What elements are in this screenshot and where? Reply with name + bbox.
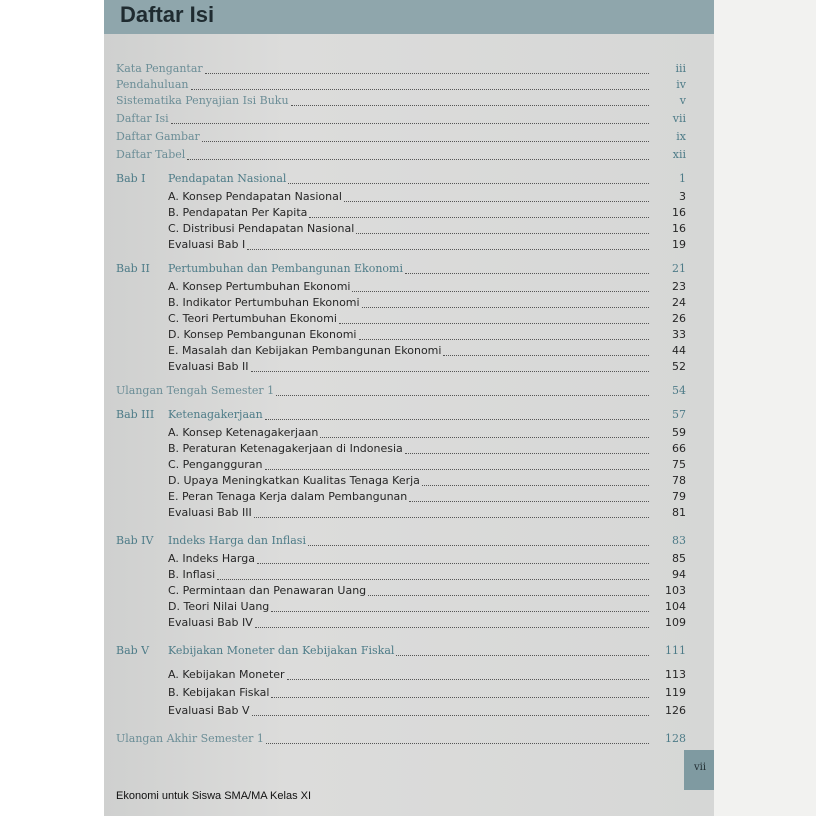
footer-text: Ekonomi untuk Siswa SMA/MA Kelas XI: [116, 790, 312, 802]
toc-dot-leader: [276, 393, 649, 396]
toc-page-number: 75: [672, 458, 686, 471]
toc-section: [168, 568, 686, 582]
toc-page-number: 81: [672, 506, 686, 519]
toc-page-number: 52: [672, 360, 686, 373]
toc-section: [168, 442, 686, 456]
toc-chapter: [116, 262, 686, 276]
toc-page-number: v: [679, 94, 686, 107]
toc-page-number: 24: [672, 296, 686, 309]
toc-section: [168, 490, 686, 504]
toc-page-number: 21: [672, 262, 686, 275]
toc-entry-label: D. Upaya Meningkatkan Kualitas Tenaga Kerja: [168, 474, 420, 487]
toc-chapter-number: Bab II: [116, 262, 150, 275]
toc-entry-label: E. Masalah dan Kebijakan Pembangunan Ekonomi: [168, 344, 442, 357]
toc-chapter: [116, 534, 686, 548]
toc-dot-leader: [443, 353, 649, 356]
toc-dot-leader: [405, 271, 649, 274]
toc-chapter: [116, 644, 686, 658]
toc-page-number: 79: [672, 490, 686, 503]
toc-entry: [116, 148, 686, 162]
toc-page-number: 59: [672, 426, 686, 439]
toc-entry-label: A. Kebijakan Moneter: [168, 668, 285, 681]
toc-dot-leader: [252, 713, 649, 716]
toc-section: [168, 206, 686, 220]
toc-dot-leader: [187, 157, 649, 160]
toc-entry: [116, 112, 686, 126]
toc-page-number: 103: [665, 584, 686, 597]
toc-entry-label: Daftar Isi: [116, 112, 169, 125]
toc-entry-label: Ketenagakerjaan: [168, 408, 263, 421]
toc-page-number: 44: [672, 344, 686, 357]
toc-entry: [116, 94, 686, 108]
toc-entry-label: Evaluasi Bab I: [168, 238, 246, 251]
toc-entry-label: B. Pendapatan Per Kapita: [168, 206, 308, 219]
toc-dot-leader: [344, 199, 649, 202]
toc-entry: [116, 130, 686, 144]
toc-entry: [116, 732, 686, 746]
toc-section: [168, 600, 686, 614]
toc-dot-leader: [309, 215, 649, 218]
page-number: vii: [694, 762, 707, 773]
toc-page-number: 19: [672, 238, 686, 251]
toc-entry-label: D. Teori Nilai Uang: [168, 600, 270, 613]
toc-section: [168, 280, 686, 294]
toc-chapter-number: Bab I: [116, 172, 146, 185]
toc-dot-leader: [255, 625, 649, 628]
toc-entry-label: C. Permintaan dan Penawaran Uang: [168, 584, 367, 597]
toc-section: [168, 458, 686, 472]
page-title: Daftar Isi: [120, 2, 215, 27]
toc-section: [168, 474, 686, 488]
toc-page-number: 16: [672, 222, 686, 235]
toc-section: [168, 190, 686, 204]
toc-dot-leader: [254, 515, 649, 518]
toc-entry-label: A. Konsep Pendapatan Nasional: [168, 190, 342, 203]
toc-entry-label: A. Indeks Harga: [168, 552, 255, 565]
toc-entry-label: B. Inflasi: [168, 568, 216, 581]
toc-entry-label: Kata Pengantar: [116, 62, 203, 75]
toc-page-number: 3: [679, 190, 686, 203]
toc-entry-label: Evaluasi Bab II: [168, 360, 249, 373]
toc-dot-leader: [396, 653, 649, 656]
toc-dot-leader: [308, 543, 649, 546]
toc-section: [168, 296, 686, 310]
toc-section: [168, 312, 686, 326]
toc-dot-leader: [339, 321, 649, 324]
toc-dot-leader: [251, 369, 649, 372]
toc-dot-leader: [368, 593, 649, 596]
toc-entry-label: B. Indikator Pertumbuhan Ekonomi: [168, 296, 360, 309]
toc-page-number: 104: [665, 600, 686, 613]
toc-entry-label: Daftar Tabel: [116, 148, 186, 161]
toc-dot-leader: [356, 231, 649, 234]
toc-page-number: 128: [665, 732, 686, 745]
toc-page-number: 78: [672, 474, 686, 487]
toc-entry-label: A. Konsep Ketenagakerjaan: [168, 426, 319, 439]
toc-entry-label: C. Distribusi Pendapatan Nasional: [168, 222, 355, 235]
toc-entry-label: B. Kebijakan Fiskal: [168, 686, 270, 699]
toc-page-number: 85: [672, 552, 686, 565]
toc-entry-label: Ulangan Akhir Semester 1: [116, 732, 264, 745]
toc-dot-leader: [359, 337, 650, 340]
toc-page-number: 109: [665, 616, 686, 629]
toc-page-number: 33: [672, 328, 686, 341]
toc-section: [168, 426, 686, 440]
toc-dot-leader: [257, 561, 649, 564]
toc-section: [168, 668, 686, 682]
toc-page-number: vii: [672, 112, 686, 125]
toc-page-number: 26: [672, 312, 686, 325]
toc-dot-leader: [266, 741, 649, 744]
toc-dot-leader: [171, 121, 649, 124]
toc-dot-leader: [205, 71, 649, 74]
toc-page-number: 111: [665, 644, 686, 657]
toc-entry-label: Indeks Harga dan Inflasi: [168, 534, 306, 547]
toc-section: [168, 344, 686, 358]
toc-dot-leader: [320, 435, 649, 438]
toc-dot-leader: [217, 577, 649, 580]
toc-dot-leader: [202, 139, 649, 142]
toc-entry: [116, 78, 686, 92]
toc-page-number: 66: [672, 442, 686, 455]
toc-entry-label: Pertumbuhan dan Pembangunan Ekonomi: [168, 262, 403, 275]
toc-dot-leader: [291, 103, 649, 106]
toc-page-number: 54: [672, 384, 686, 397]
toc-section: [168, 704, 686, 718]
toc-section: [168, 360, 686, 374]
toc-chapter-number: Bab IV: [116, 534, 154, 547]
toc-entry-label: Ulangan Tengah Semester 1: [116, 384, 275, 397]
toc-page-number: iii: [675, 62, 686, 75]
toc-chapter-number: Bab III: [116, 408, 155, 421]
toc-page-number: 23: [672, 280, 686, 293]
toc-page-number: 1: [679, 172, 686, 185]
toc-entry-label: Daftar Gambar: [116, 130, 200, 143]
toc-entry: [116, 384, 686, 398]
toc-page-number: ix: [676, 130, 686, 143]
toc-entry-label: Pendahuluan: [116, 78, 189, 91]
toc-entry-label: Evaluasi Bab IV: [168, 616, 253, 629]
toc-entry-label: E. Peran Tenaga Kerja dalam Pembangunan: [168, 490, 408, 503]
toc-dot-leader: [191, 87, 649, 90]
toc-entry-label: A. Konsep Pertumbuhan Ekonomi: [168, 280, 351, 293]
toc-entry-label: Pendapatan Nasional: [168, 172, 287, 185]
toc-chapter: [116, 408, 686, 422]
toc-dot-leader: [247, 247, 649, 250]
toc-entry-label: D. Konsep Pembangunan Ekonomi: [168, 328, 357, 341]
toc-dot-leader: [288, 181, 649, 184]
toc-dot-leader: [271, 695, 649, 698]
toc-section: [168, 506, 686, 520]
toc-page-number: 94: [672, 568, 686, 581]
toc-dot-leader: [352, 289, 649, 292]
toc-entry-label: Evaluasi Bab III: [168, 506, 252, 519]
toc-page-number: 83: [672, 534, 686, 547]
background-right: [714, 0, 816, 816]
toc-section: [168, 238, 686, 252]
toc-page-number: 119: [665, 686, 686, 699]
toc-section: [168, 584, 686, 598]
table-of-contents: [104, 0, 714, 816]
toc-entry-label: C. Teori Pertumbuhan Ekonomi: [168, 312, 337, 325]
toc-page-number: 126: [665, 704, 686, 717]
toc-dot-leader: [409, 499, 649, 502]
toc-chapter: [116, 172, 686, 186]
toc-entry-label: B. Peraturan Ketenagakerjaan di Indonesia: [168, 442, 403, 455]
toc-entry-label: C. Pengangguran: [168, 458, 263, 471]
toc-dot-leader: [405, 451, 649, 454]
toc-chapter-number: Bab V: [116, 644, 150, 657]
toc-dot-leader: [362, 305, 649, 308]
toc-page-number: iv: [676, 78, 686, 91]
toc-dot-leader: [265, 417, 649, 420]
toc-entry-label: Kebijakan Moneter dan Kebijakan Fiskal: [168, 644, 395, 657]
book-page: [104, 0, 714, 816]
toc-dot-leader: [287, 677, 649, 680]
toc-section: [168, 616, 686, 630]
toc-dot-leader: [265, 467, 649, 470]
toc-page-number: xii: [672, 148, 686, 161]
toc-dot-leader: [271, 609, 649, 612]
toc-page-number: 57: [672, 408, 686, 421]
toc-dot-leader: [422, 483, 649, 486]
toc-page-number: 16: [672, 206, 686, 219]
toc-entry: [116, 62, 686, 76]
toc-section: [168, 552, 686, 566]
background-left: [0, 0, 104, 816]
toc-entry-label: Evaluasi Bab V: [168, 704, 250, 717]
toc-entry-label: Sistematika Penyajian Isi Buku: [116, 94, 289, 107]
toc-section: [168, 328, 686, 342]
toc-section: [168, 222, 686, 236]
toc-page-number: 113: [665, 668, 686, 681]
toc-section: [168, 686, 686, 700]
